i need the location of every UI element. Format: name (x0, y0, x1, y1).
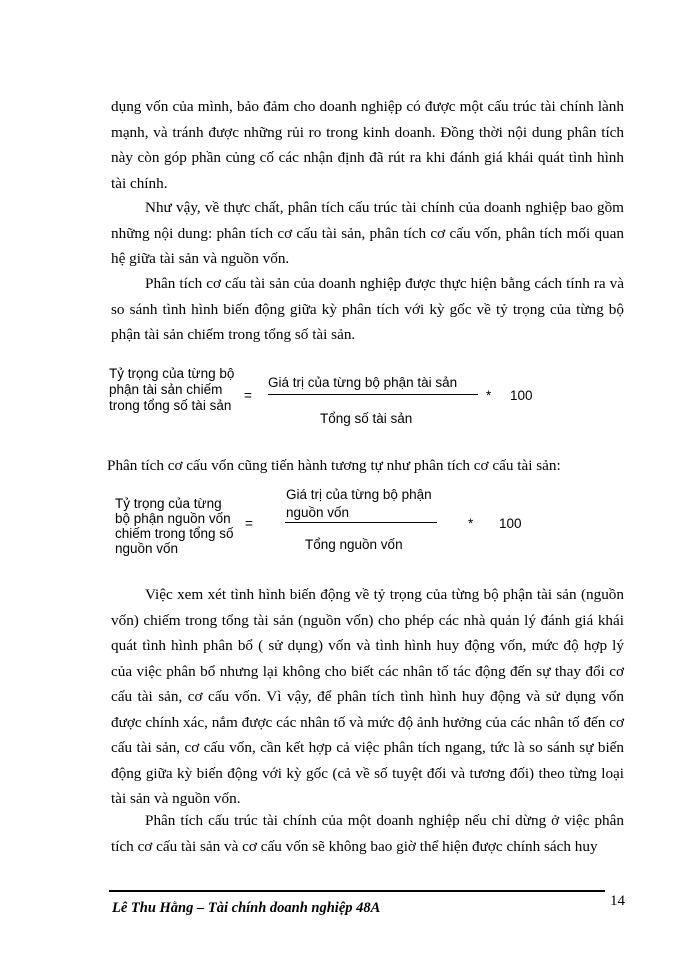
page-number: 14 (610, 893, 625, 909)
paragraph-horizontal-analysis: Việc xem xét tình hình biến động về tỷ trọng của từng bộ phận tài sản (nguồn vốn) chiếm trong tổng tài sản (nguồn vốn) cho phép các nhà quản lý đánh giá khái quát tình hình phân bổ ( sử dụng) vốn và tình hình huy động vốn, mức độ hợp lý của việc phân bổ nhưng lại không cho biết các nhân tố tác động đến sự thay đổi cơ cấu tài sản, cơ cấu vốn. Vì vậy, để phân tích tình hình huy động và sử dụng vốn được chính xác, nắm được các nhân tố và mức độ ảnh hưởng của các nhân tố đến cơ cấu tài sản, cơ cấu vốn, cần kết hợp cả việc phân tích ngang, tức là so sánh sự biến động giữa kỳ biến động với kỳ gốc (cả về số tuyệt đối và tương đối) theo từng loại tài sản và nguồn vốn. (111, 586, 624, 807)
paragraph-asset-structure: Phân tích cơ cấu tài sản của doanh nghiệp được thực hiện bằng cách tính ra và so sánh tình hình biến động giữa kỳ phân tích với kỳ gốc về tỷ trọng của từng bộ phận tài sản chiếm trong tổng số tài sản. (111, 275, 624, 343)
formula-numerator: Giá trị của từng bộ phận tài sản (268, 375, 458, 390)
paragraph-intro-continuation: dụng vốn của mình, bảo đảm cho doanh nghiệp có được một cấu trúc tài chính lành mạnh, và tránh được những rủi ro trong kinh doanh. Đồng thời nội dung phân tích này còn góp phần củng cố các nhận định đã rút ra khi đánh giá khái quát tình hình tài chính. (111, 98, 624, 192)
formula-factor: 100 (510, 388, 533, 403)
formula-asset-proportion (109, 366, 559, 426)
formula-factor: 100 (499, 516, 522, 531)
multiply-sign: * (468, 516, 474, 531)
formula-capital-proportion (115, 486, 535, 556)
formula-label: Tỷ trọng của từng bộ phận tài sản chiếm trong tổng số tài sản (109, 366, 235, 413)
equals-sign: = (245, 516, 253, 531)
formula-denominator: Tổng nguồn vốn (305, 537, 403, 552)
footer-author: Lê Thu Hằng – Tài chính doanh nghiệp 48A (112, 900, 381, 916)
footer-divider (109, 890, 605, 892)
capital-structure-intro: Phân tích cơ cấu vốn cũng tiến hành tương tự như phân tích cơ cấu tài sản: (107, 457, 561, 474)
formula-numerator: Giá trị của từng bộ phận nguồn vốn (286, 487, 432, 520)
formula-label: Tỷ trọng của từng bộ phận nguồn vốn chiếm trong tổng số nguồn vốn (115, 496, 234, 556)
multiply-sign: * (486, 388, 492, 403)
equals-sign: = (244, 388, 252, 403)
paragraph-structure-content: Như vậy, về thực chất, phân tích cấu trúc tài chính của doanh nghiệp bao gồm những nội dung: phân tích cơ cấu tài sản, phân tích cơ cấu vốn, phân tích mối quan hệ giữa tài sản và nguồn vốn. (111, 199, 624, 267)
formula-denominator: Tổng số tài sản (320, 411, 413, 426)
fraction-bar (268, 394, 478, 395)
paragraph-financial-structure: Phân tích cấu trúc tài chính của một doanh nghiệp nếu chỉ dừng ở việc phân tích cơ cấu tài sản và cơ cấu vốn sẽ không bao giờ thể hiện được chính sách huy (111, 812, 624, 855)
fraction-bar (285, 522, 437, 523)
